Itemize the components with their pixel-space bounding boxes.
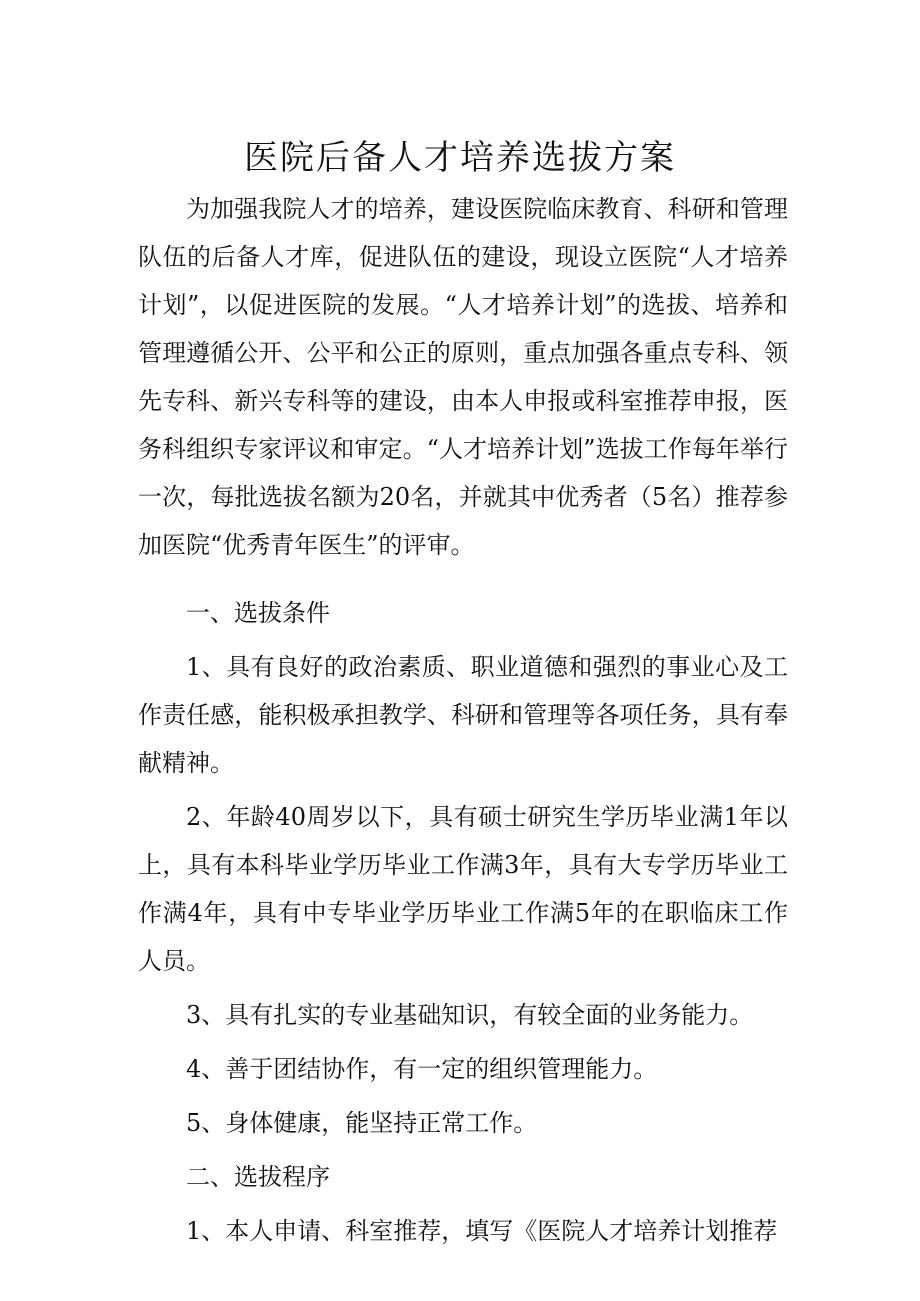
condition-item-3: 3、具有扎实的专业基础知识，有较全面的业务能力。 (186, 1001, 754, 1029)
condition-item-2: 2、年龄40周岁以下，具有硕士研究生学历毕业满1年以上，具有本科毕业学历毕业工作满3年，具有大专学历毕业工作满4年，具有中专毕业学历毕业工作满5年的在职临床工作人员。 (138, 803, 788, 975)
condition-item-5: 5、身体健康，能坚持正常工作。 (186, 1109, 538, 1137)
document-title: 医院后备人才培养选拔方案 (244, 138, 676, 178)
condition-item-1: 1、具有良好的政治素质、职业道德和强烈的事业心及工作责任感，能积极承担教学、科研和管理等各项任务，具有奉献精神。 (138, 653, 788, 777)
section-heading-selection-conditions: 一、选拔条件 (186, 599, 330, 627)
procedure-item-1: 1、本人申请、科室推荐，填写《医院人才培养计划推荐 (186, 1217, 778, 1245)
condition-item-4: 4、善于团结协作，有一定的组织管理能力。 (186, 1055, 658, 1083)
document-body (138, 185, 788, 1255)
intro-paragraph: 为加强我院人才的培养，建设医院临床教育、科研和管理队伍的后备人才库，促进队伍的建设，现设立医院“人才培养计划”，以促进医院的发展。“人才培养计划”的选拔、培养和管理遵循公开、公平和公正的原则，重点加强各重点专科、领先专科、新兴专科等的建设，由本人申报或科室推荐申报，医务科组织专家评议和审定。“人才培养计划”选拔工作每年举行一次，每批选拔名额为20名，并就其中优秀者（5名）推荐参加医院“优秀青年医生”的评审。 (138, 195, 788, 559)
section-heading-selection-procedure: 二、选拔程序 (186, 1163, 330, 1191)
